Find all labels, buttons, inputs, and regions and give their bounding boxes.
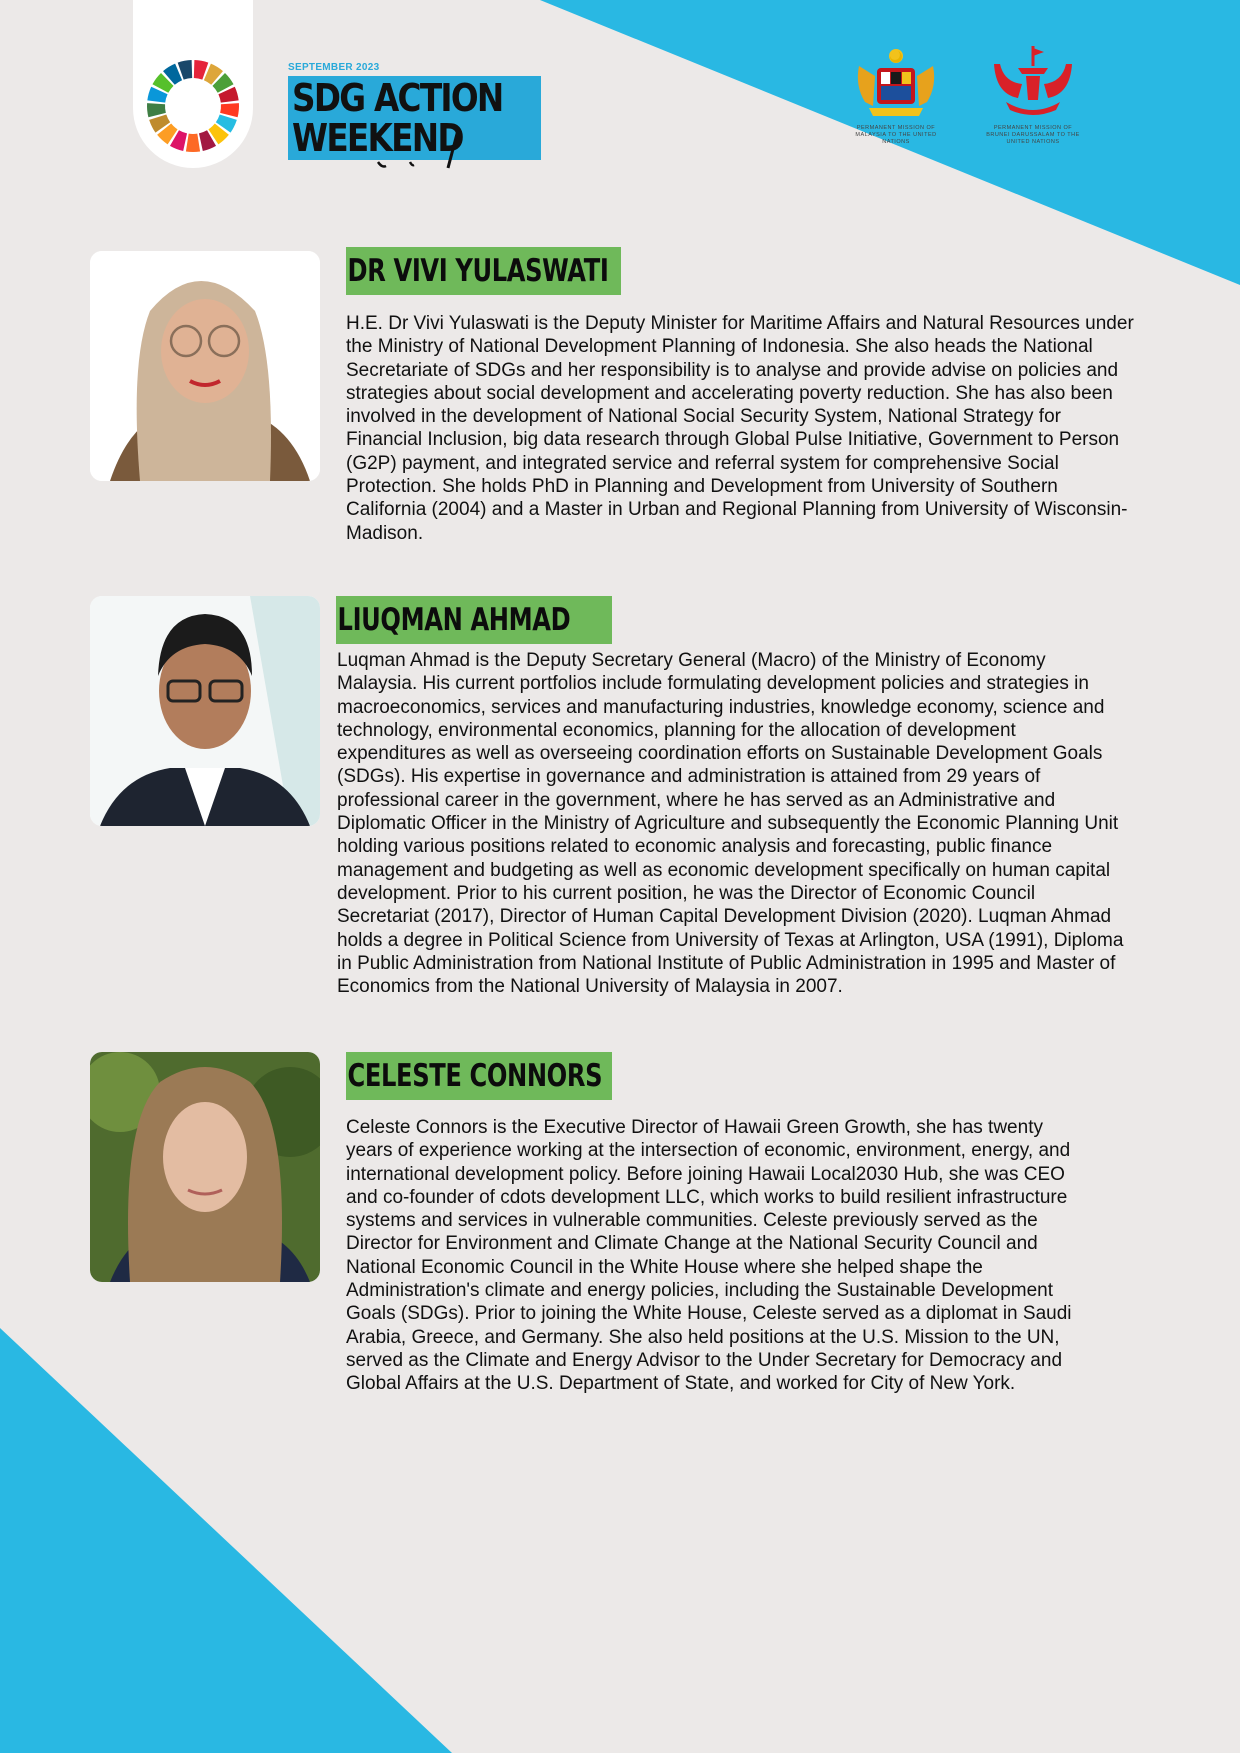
profile-name-luqman-ahmad [336,596,612,644]
profile-name-celeste-connors [346,1052,612,1100]
malaysia-coat-of-arms-icon [851,46,941,118]
portrait-illustration [90,596,320,826]
sdg-wheel-segment [186,134,200,152]
brunei-crest [983,44,1083,146]
profile-name-text: CELESTE CONNORS [347,1058,603,1094]
profile-bio-luqman-ahmad: Luqman Ahmad is the Deputy Secretary General (Macro) of the Ministry of Economy Malaysia. His current portfolios include formulating development policies and strategies in macroeconomics, services and manufacturing industries, knowledge economy, science and technology, environmental economics, planning for the allocation of development expenditures as well as overseeing coordination efforts on Sustainable Development Goals (SDGs). His expertise in governance and administration is attained from 29 years of professional career in the government, where he has served as an Administrative and Diplomatic Officer in the Ministry of Agriculture and subsequently the Economic Planning Unit holding various positions related to economic analysis and forecasting, public finance management and budgeting as well as economic development specifically on human capital development. Prior to his current position, he was the Director of Economic Council Secretariat (2017), Director of Human Capital Development Division (2020). Luqman Ahmad holds a degree in Political Science from University of Texas at Arlington, USA (1991), Diploma in Public Administration from National Institute of Public Administration in 1995 and Master of Economics from the National University of Malaysia in 2007. [337,650,1124,998]
portrait-photo-celeste-connors [90,1052,320,1282]
event-title-doodle [374,128,464,170]
malaysia-mission-label: PERMANENT MISSION OF MALAYSIA TO THE UNITED NATIONS [855,125,937,145]
brunei-coat-of-arms-icon [988,44,1078,118]
profile-name-text: DR VIVI YULASWATI [347,253,609,289]
portrait-illustration [90,1052,320,1282]
profile-name-vivi-yulaswati [346,247,621,295]
profile-bio-vivi-yulaswati: H.E. Dr Vivi Yulaswati is the Deputy Minister for Maritime Affairs and Natural Resources under the Ministry of National Development Planning of Indonesia. She also heads the National Secretariate of SDGs and her responsibility is to analyse and provide advise on policies and strategies about social development and accelerating poverty reduction. She has also been involved in the development of National Social Security System, National Strategy for Financial Inclusion, big data research through Global Pulse Initiative, Government to Person (G2P) payment, and integrated service and referral system for comprehensive Social Protection. She holds PhD in Planning and Development from University of Southern California (2004) and a Master in Urban and Regional Planning from University of Wisconsin-Madison. [346,313,1134,544]
sdg-wheel-logo [145,58,241,154]
brunei-mission-label: PERMANENT MISSION OF BRUNEI DARUSSALAM TO THE UNITED NATIONS [986,125,1080,145]
event-date: SEPTEMBER 2023 [288,62,380,73]
event-title-line-2: WEEKEND [292,116,463,160]
malaysia-crest [846,46,946,146]
event-title-line-1: SDG ACTION [292,76,503,120]
portrait-photo-luqman-ahmad [90,596,320,826]
portrait-illustration [90,251,320,481]
profile-bio-celeste-connors: Celeste Connors is the Executive Director of Hawaii Green Growth, she has twenty years of experience working at the intersection of economic, environment, energy, and international development policy. Before joining Hawaii Local2030 Hub, she was CEO and co-founder of cdots development LLC, which works to build resilient infrastructure systems and services in vulnerable communities. Celeste previously served as the Director for Environment and Climate Change at the National Security Council and National Economic Council in the White House where she helped shape the Administration's climate and energy policies, including the Sustainable Development Goals (SDGs). Prior to joining the White House, Celeste served as a diplomat in Saudi Arabia, Greece, and Germany. She also held positions at the U.S. Mission to the UN, served as the Climate and Energy Advisor to the Under Secretary for Democracy and Global Affairs at the U.S. Department of State, and worked for City of New York. [346,1117,1072,1395]
sdg-wheel-segment [220,103,239,117]
profile-name-text: LIUQMAN AHMAD [337,602,571,638]
portrait-photo-vivi-yulaswati [90,251,320,481]
sdg-wheel-segment [147,103,166,117]
